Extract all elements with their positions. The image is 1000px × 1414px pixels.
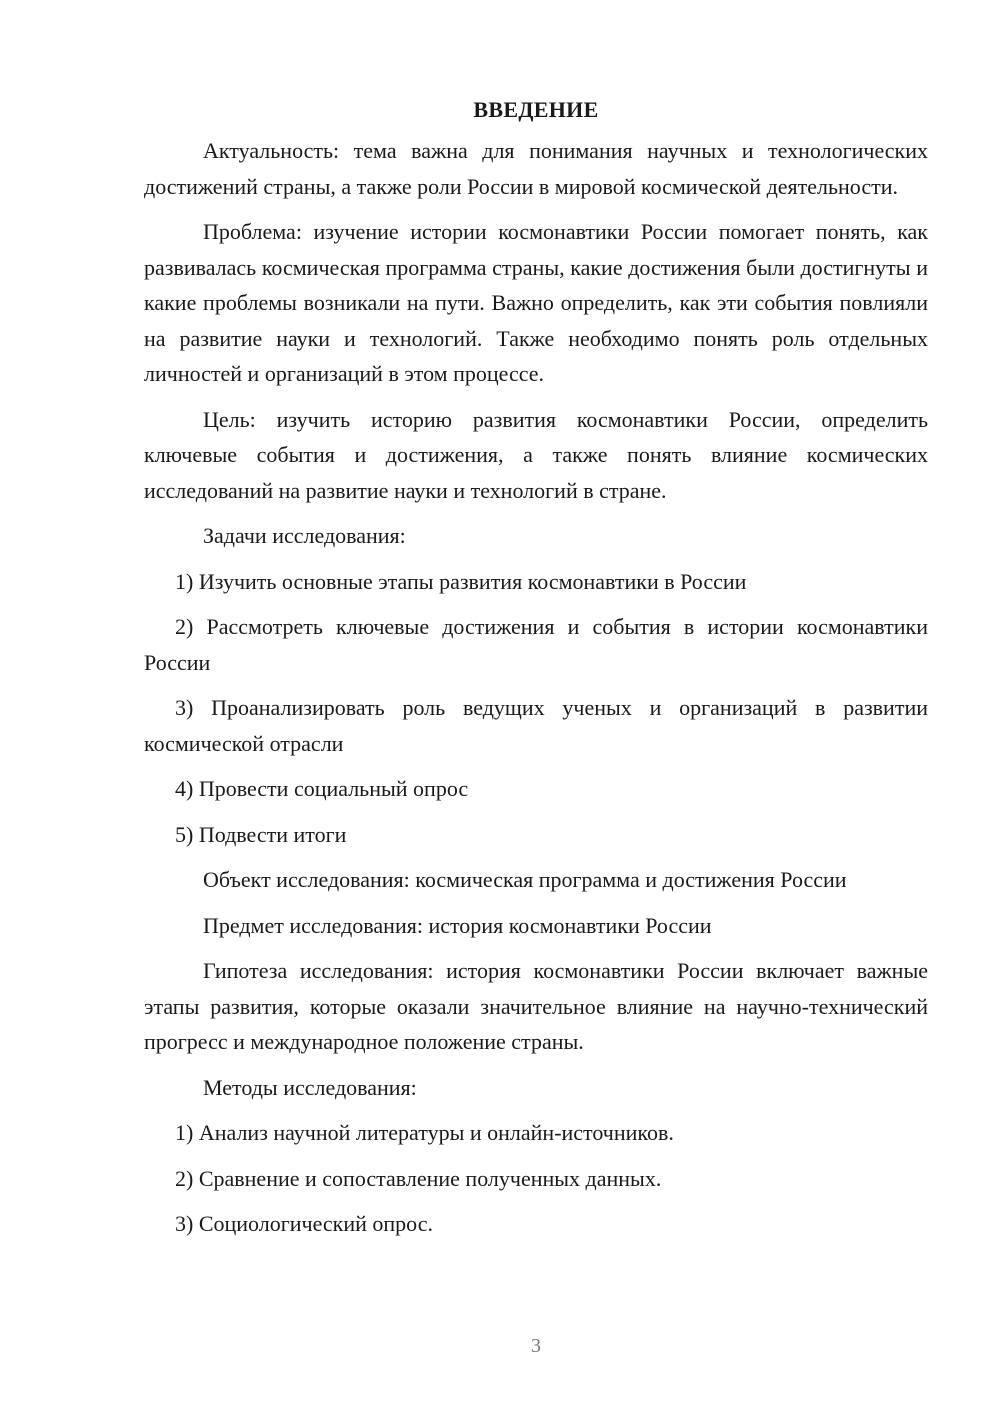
tasks-heading: Задачи исследования:: [203, 523, 406, 548]
research-object: Объект исследования: космическая программа и достижения России: [203, 867, 847, 892]
task-item-4: 4) Провести социальный опрос: [175, 776, 469, 801]
problem-paragraph: Проблема: изучение истории космонавтики России помогает понять, как развивалась космическая программа страны, какие достижения были достигнуты и какие проблемы возникали на пути. Важно определить, как эти события повлияли на развитие науки и технологий. Также необходимо понять роль отдельных личностей и организаций в этом процессе.: [144, 219, 928, 386]
methods-heading: Методы исследования:: [203, 1074, 417, 1100]
section-title: ВВЕДЕНИЕ: [473, 97, 599, 122]
relevance-paragraph: Актуальность: тема важна для понимания научных и технологических достижений страны, а также роли России в мировой космической деятельности.: [144, 138, 928, 199]
goal-paragraph: Цель: изучить историю развития космонавтики России, определить ключевые события и достижения, а также понять влияние космических исследований на развитие науки и технологий в стране.: [144, 406, 928, 503]
method-item-1: 1) Анализ научной литературы и онлайн-источников.: [175, 1120, 674, 1145]
method-item-3: 3) Социологический опрос.: [175, 1211, 433, 1236]
task-item-3: 3) Проанализировать роль ведущих ученых и организаций в развитии космической отрасли: [144, 695, 928, 756]
research-hypothesis: Гипотеза исследования: история космонавтики России включает важные этапы развития, которые оказали значительное влияние на научно-технический прогресс и международное положение страны.: [144, 958, 928, 1054]
research-subject: Предмет исследования: история космонавтики России: [203, 912, 712, 938]
task-item-1: 1) Изучить основные этапы развития космонавтики в России: [175, 568, 747, 594]
task-item-2: 2) Рассмотреть ключевые достижения и события в истории космонавтики России: [144, 614, 928, 675]
page-number: 3: [531, 1335, 541, 1357]
document-body: [144, 92, 928, 1252]
method-item-2: 2) Сравнение и сопоставление полученных данных.: [175, 1165, 662, 1191]
task-item-5: 5) Подвести итоги: [175, 821, 347, 847]
